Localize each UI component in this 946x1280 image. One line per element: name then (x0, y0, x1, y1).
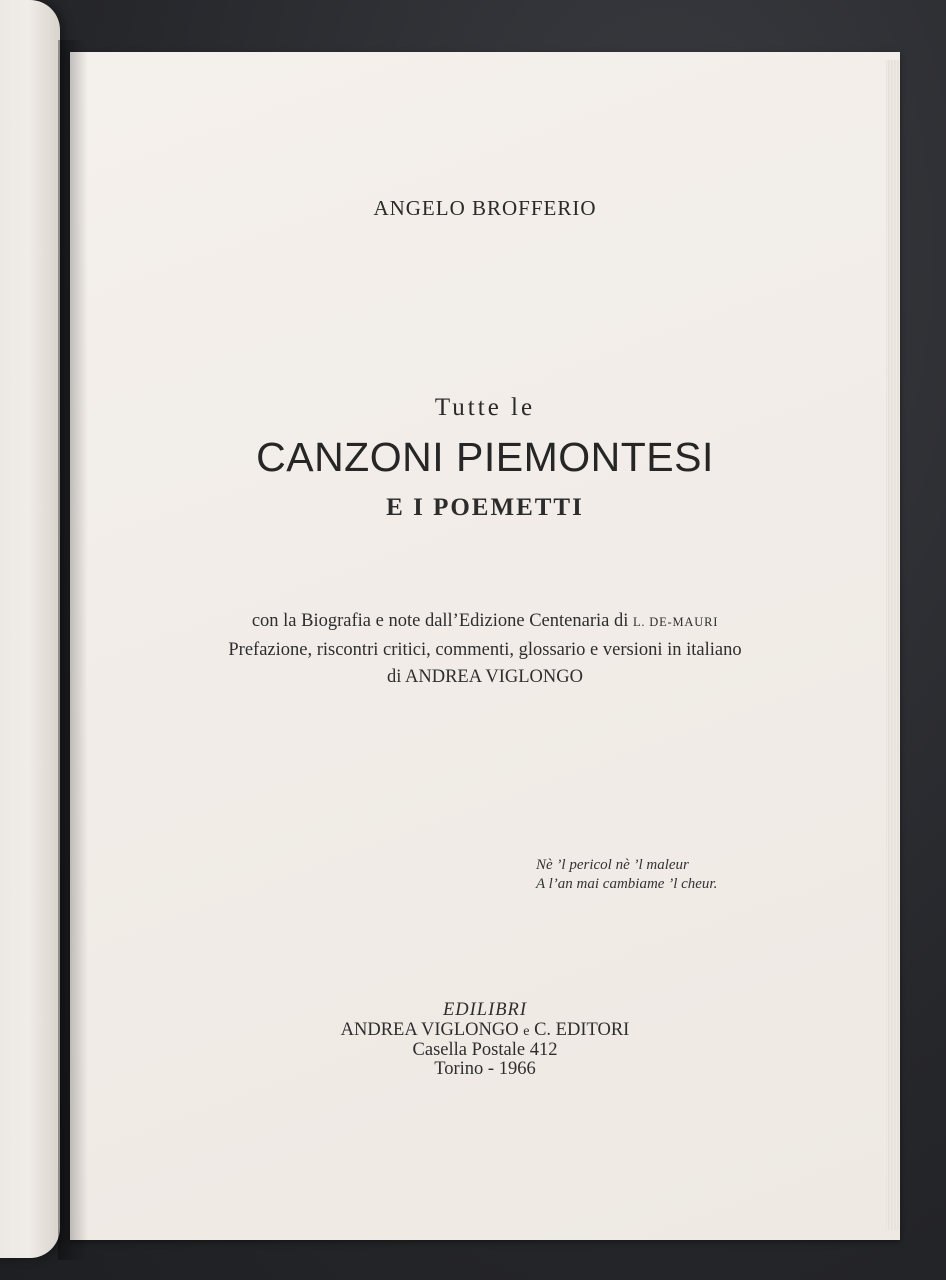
credits-line-3: di ANDREA VIGLONGO (387, 667, 583, 687)
main-title: CANZONI PIEMONTESI (256, 434, 714, 480)
publisher-editors (70, 1020, 900, 1041)
publisher-editors-e: e (523, 1024, 530, 1039)
publication-place-year: Torino - 1966 (434, 1059, 536, 1079)
motto-line-2: A l’an mai cambiame ’l cheur. (536, 876, 718, 892)
credits-line-1 (70, 611, 900, 632)
publisher-name: EDILIBRI (442, 1000, 528, 1020)
subtitle: E I POEMETTI (386, 494, 584, 521)
left-page-edge (0, 0, 60, 1258)
motto-line-1: Nè ’l pericol nè ’l maleur (536, 857, 689, 873)
credits-editor-name: L. DE-MAURI (632, 615, 719, 629)
publisher-editors-a: ANDREA VIGLONGO (340, 1020, 519, 1040)
author-name: ANGELO BROFFERIO (373, 196, 597, 220)
credits-line-2: Prefazione, riscontri critici, commenti, glossario e versioni in italiano (228, 640, 742, 660)
publisher-address: Casella Postale 412 (412, 1040, 558, 1060)
title-prefix: Tutte le (434, 394, 536, 421)
credits-line-1-text: con la Biografia e note dall’Edizione Centenaria di (251, 611, 629, 631)
publisher-editors-b: C. EDITORI (534, 1020, 630, 1040)
